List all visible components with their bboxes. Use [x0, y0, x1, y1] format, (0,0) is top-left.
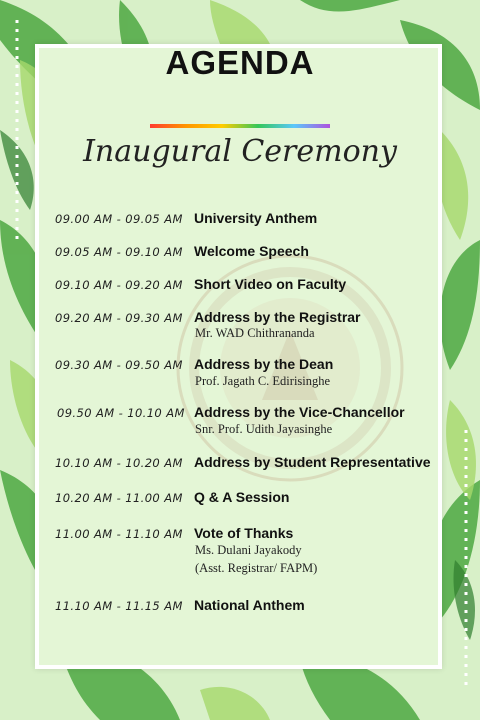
agenda-time: 09.05 AM - 09.10 AM	[55, 245, 183, 259]
agenda-time: 11.10 AM - 11.15 AM	[55, 599, 183, 613]
dotted-line-decoration	[463, 430, 469, 690]
agenda-event: Welcome Speech	[194, 243, 309, 259]
speaker-name: Snr. Prof. Udith Jayasinghe	[195, 422, 333, 436]
agenda-time: 10.10 AM - 10.20 AM	[55, 456, 183, 470]
agenda-event: National Anthem	[194, 597, 305, 613]
speaker-name: Mr. WAD Chithrananda	[195, 326, 315, 340]
agenda-title: AGENDA	[165, 44, 315, 81]
agenda-event: Short Video on Faculty	[194, 276, 347, 292]
speaker-name: Prof. Jagath C. Edirisinghe	[195, 374, 331, 388]
ceremony-subtitle: Inaugural Ceremony	[83, 134, 397, 169]
agenda-time: 09.00 AM - 09.05 AM	[55, 212, 183, 226]
agenda-event: University Anthem	[194, 210, 318, 226]
agenda-time: 09.30 AM - 09.50 AM	[55, 358, 183, 372]
agenda-event: Address by the Registrar	[194, 309, 361, 325]
agenda-event: Address by the Vice-Chancellor	[194, 404, 405, 420]
title-underline	[150, 124, 330, 128]
speaker-name: Ms. Dulani Jayakody	[195, 543, 302, 557]
agenda-time: 09.10 AM - 09.20 AM	[55, 278, 183, 292]
agenda-time: 11.00 AM - 11.10 AM	[55, 527, 183, 541]
agenda-time: 10.20 AM - 11.00 AM	[55, 491, 183, 505]
speaker-note: (Asst. Registrar/ FAPM)	[195, 561, 318, 575]
dotted-line-decoration	[14, 20, 20, 240]
agenda-event: Vote of Thanks	[194, 525, 294, 541]
agenda-event: Address by Student Representative	[194, 454, 431, 470]
agenda-event: Address by the Dean	[194, 356, 334, 372]
agenda-time: 09.20 AM - 09.30 AM	[55, 311, 183, 325]
agenda-time: 09.50 AM - 10.10 AM	[57, 406, 185, 420]
agenda-event: Q & A Session	[194, 489, 290, 505]
